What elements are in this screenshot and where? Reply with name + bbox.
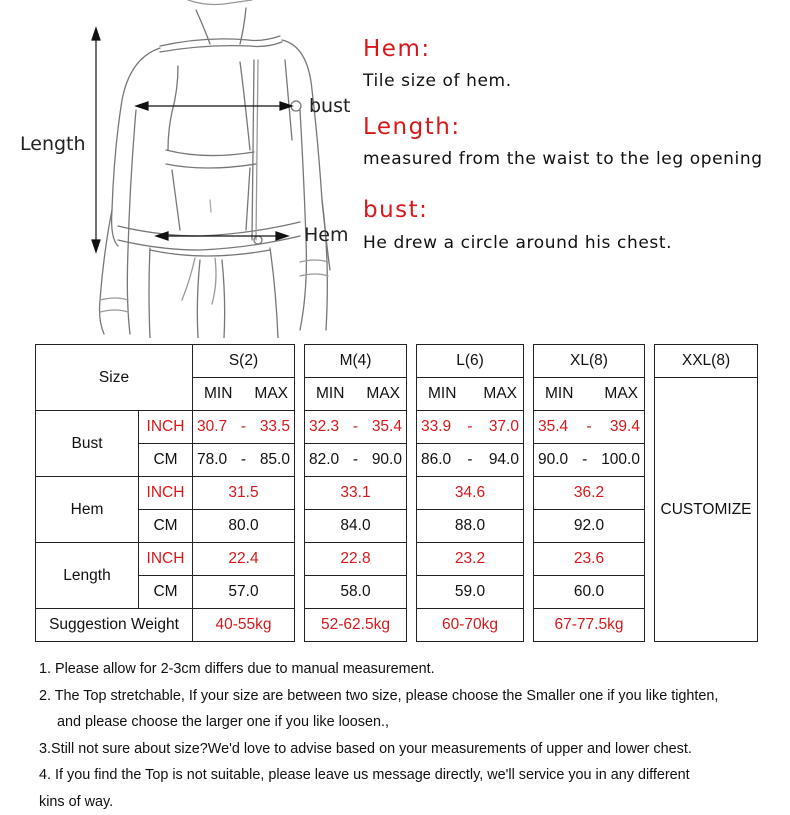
note-2: 2. The Top stretchable, If your size are between two size, please choose the Smaller one if you like tighten, — [39, 683, 769, 710]
hem-title: Hem: — [363, 36, 431, 62]
weight-cell: 52-62.5kg — [305, 609, 407, 642]
size-xxl-header: XXL(8) — [655, 345, 758, 378]
hem-label: Hem — [304, 224, 349, 246]
min-max-cell — [305, 378, 407, 411]
max-label: MAX — [254, 385, 288, 403]
range-cell: 78.0 - 85.0 — [193, 444, 295, 477]
size-xl-header: XL(8) — [534, 345, 645, 378]
size-s-header: S(2) — [193, 345, 295, 378]
note-2-continued: and please choose the larger one if you like loosen., — [39, 709, 769, 736]
note-1: 1. Please allow for 2-3cm differs due to manual measurement. — [39, 656, 769, 683]
value-cell: 31.5 — [193, 477, 295, 510]
min-max-cell — [417, 378, 524, 411]
customize-cell: CUSTOMIZE — [655, 378, 758, 642]
unit-inch: INCH — [139, 543, 193, 576]
value-cell: 23.6 — [534, 543, 645, 576]
range-cell: 82.0 - 90.0 — [305, 444, 407, 477]
bust-inch-row — [36, 411, 758, 444]
value-cell: 80.0 — [193, 510, 295, 543]
min-max-cell — [193, 378, 295, 411]
jacket-sketch — [0, 0, 360, 338]
range-cell: 32.3 - 35.4 — [305, 411, 407, 444]
size-m-header: M(4) — [305, 345, 407, 378]
note-4-continued: kins of way. — [39, 789, 769, 815]
value-cell: 33.1 — [305, 477, 407, 510]
length-title: Length: — [363, 114, 461, 140]
max-label: MAX — [366, 385, 400, 403]
weight-cell: 40-55kg — [193, 609, 295, 642]
note-4: 4. If you find the Top is not suitable, please leave us message directly, we'll service you in any different — [39, 762, 769, 789]
value-cell: 92.0 — [534, 510, 645, 543]
range-cell: 30.7 - 33.5 — [193, 411, 295, 444]
garment-illustration — [0, 0, 360, 338]
weight-row-label: Suggestion Weight — [36, 609, 193, 642]
range-cell: 86.0 - 94.0 — [417, 444, 524, 477]
min-label: MIN — [545, 385, 573, 403]
unit-cm: CM — [139, 510, 193, 543]
length-description: measured from the waist to the leg opening — [363, 149, 763, 169]
min-label: MIN — [316, 385, 344, 403]
length-cm-row — [36, 576, 758, 609]
max-label: MAX — [604, 385, 638, 403]
value-cell: 23.2 — [417, 543, 524, 576]
unit-inch: INCH — [139, 411, 193, 444]
size-header-row — [36, 345, 758, 378]
value-cell: 59.0 — [417, 576, 524, 609]
bust-cm-row — [36, 444, 758, 477]
range-cell: 35.4 - 39.4 — [534, 411, 645, 444]
unit-cm: CM — [139, 576, 193, 609]
unit-cm: CM — [139, 444, 193, 477]
hem-row-label: Hem — [36, 477, 139, 543]
hem-inch-row — [36, 477, 758, 510]
value-cell: 34.6 — [417, 477, 524, 510]
size-chart-table — [35, 344, 758, 642]
weight-row — [36, 609, 758, 642]
value-cell: 57.0 — [193, 576, 295, 609]
length-label: Length — [20, 133, 86, 155]
value-cell: 84.0 — [305, 510, 407, 543]
weight-cell: 60-70kg — [417, 609, 524, 642]
bust-title: bust: — [363, 197, 428, 223]
weight-cell: 67-77.5kg — [534, 609, 645, 642]
value-cell: 22.8 — [305, 543, 407, 576]
note-3: 3.Still not sure about size?We'd love to advise based on your measurements of upper and lower chest. — [39, 736, 769, 763]
value-cell: 58.0 — [305, 576, 407, 609]
min-label: MIN — [204, 385, 232, 403]
hem-description: Tile size of hem. — [363, 71, 512, 91]
size-header-cell: Size — [36, 345, 193, 411]
range-cell: 33.9 - 37.0 — [417, 411, 524, 444]
length-inch-row — [36, 543, 758, 576]
value-cell: 36.2 — [534, 477, 645, 510]
bust-row-label: Bust — [36, 411, 139, 477]
size-l-header: L(6) — [417, 345, 524, 378]
min-label: MIN — [428, 385, 456, 403]
min-max-cell — [534, 378, 645, 411]
unit-inch: INCH — [139, 477, 193, 510]
notes-list — [39, 656, 769, 815]
value-cell: 22.4 — [193, 543, 295, 576]
range-cell: 90.0 - 100.0 — [534, 444, 645, 477]
value-cell: 60.0 — [534, 576, 645, 609]
max-label: MAX — [483, 385, 517, 403]
length-row-label: Length — [36, 543, 139, 609]
bust-label: bust — [309, 95, 350, 117]
hem-cm-row — [36, 510, 758, 543]
value-cell: 88.0 — [417, 510, 524, 543]
bust-description: He drew a circle around his chest. — [363, 233, 672, 253]
